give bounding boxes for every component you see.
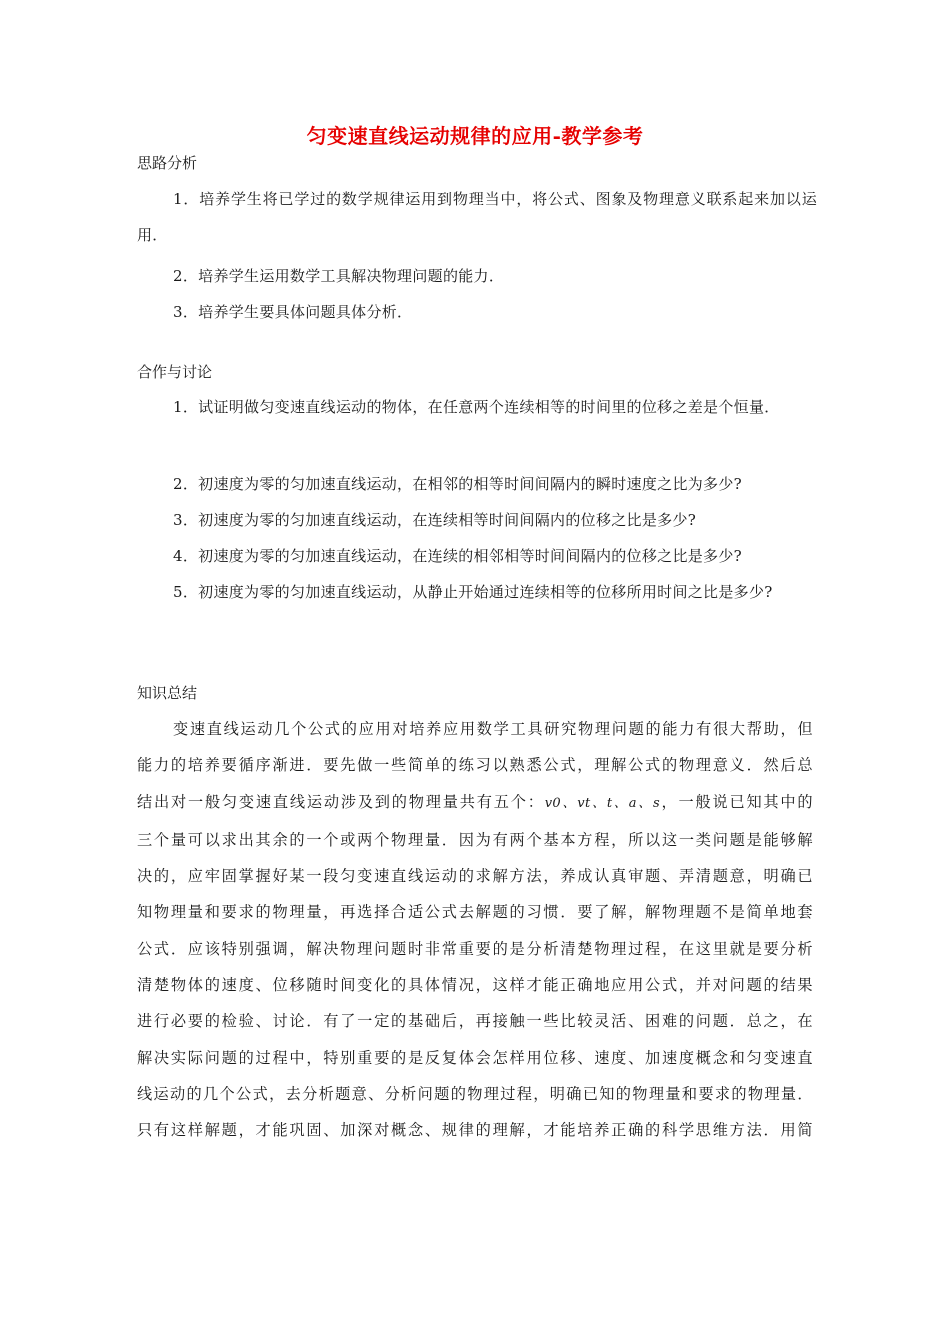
section-heading-summary: 知识总结 [137,684,198,702]
discussion-item-2: 2．初速度为零的匀加速直线运动，在相邻的相等时间间隔内的瞬时速度之比为多少? [173,475,742,493]
analysis-item-3: 3．培养学生要具体问题具体分析． [173,303,413,321]
discussion-item-5: 5．初速度为零的匀加速直线运动，从静止开始通过连续相等的位移所用时间之比是多少? [173,583,773,601]
summary-line: 线运动的几个公式，去分析题意、分析问题的物理过程，明确已知的物理量和要求的物理量． [137,1084,813,1103]
section-heading-analysis: 思路分析 [137,154,198,172]
summary-line: 进行必要的检验、讨论．有了一定的基础后，再接触一些比较灵活、困难的问题．总之，在 [137,1012,813,1031]
summary-line: 只有这样解题，才能巩固、加深对概念、规律的理解，才能培养正确的科学思维方法．用简 [137,1121,813,1140]
analysis-item-2: 2．培养学生运用数学工具解决物理问题的能力． [173,267,505,285]
section-heading-discussion: 合作与讨论 [137,363,213,381]
analysis-item-1: 1．培养学生将已学过的数学规律运用到物理当中，将公式、图象及物理意义联系起来加以运用． [137,190,817,244]
document-title: 匀变速直线运动规律的应用-教学参考 [306,124,644,148]
summary-line-part: ，一般说已知其中的 [660,792,813,811]
discussion-item-4: 4．初速度为零的匀加速直线运动，在连续的相邻相等时间间隔内的位移之比是多少? [173,547,742,565]
summary-line: 清楚物体的速度、位移随时间变化的具体情况，这样才能正确地应用公式，并对问题的结果 [137,976,813,995]
summary-line: 公式．应该特别强调，解决物理问题时非常重要的是分析清楚物理过程，在这里就是要分析 [137,939,813,958]
summary-paragraph [137,711,813,1149]
summary-variables: v0、vt、t、a、s [544,795,661,811]
summary-line: 能力的培养要循序渐进．要先做一些简单的练习以熟悉公式，理解公式的物理意义．然后总 [137,756,813,775]
summary-line: 知物理量和要求的物理量，再选择合适公式去解题的习惯．要了解，解物理题不是简单地套 [137,903,813,922]
discussion-item-1: 1．试证明做匀变速直线运动的物体，在任意两个连续相等的时间里的位移之差是个恒量． [173,398,780,416]
summary-line-with-variables [137,784,813,822]
summary-line: 变速直线运动几个公式的应用对培养应用数学工具研究物理问题的能力有很大帮助，但 [173,720,813,738]
summary-line: 解决实际问题的过程中，特别重要的是反复体会怎样用位移、速度、加速度概念和匀变速直 [137,1048,813,1067]
summary-line: 决的，应牢固掌握好某一段匀变速直线运动的求解方法，养成认真审题、弄清题意，明确已 [137,867,813,886]
summary-line-part: 结出对一般匀变速直线运动涉及到的物理量共有五个： [137,792,545,811]
summary-line: 三个量可以求出其余的一个或两个物理量．因为有两个基本方程，所以这一类问题是能够解 [137,830,813,849]
discussion-item-3: 3．初速度为零的匀加速直线运动，在连续相等时间间隔内的位移之比是多少? [173,511,697,529]
